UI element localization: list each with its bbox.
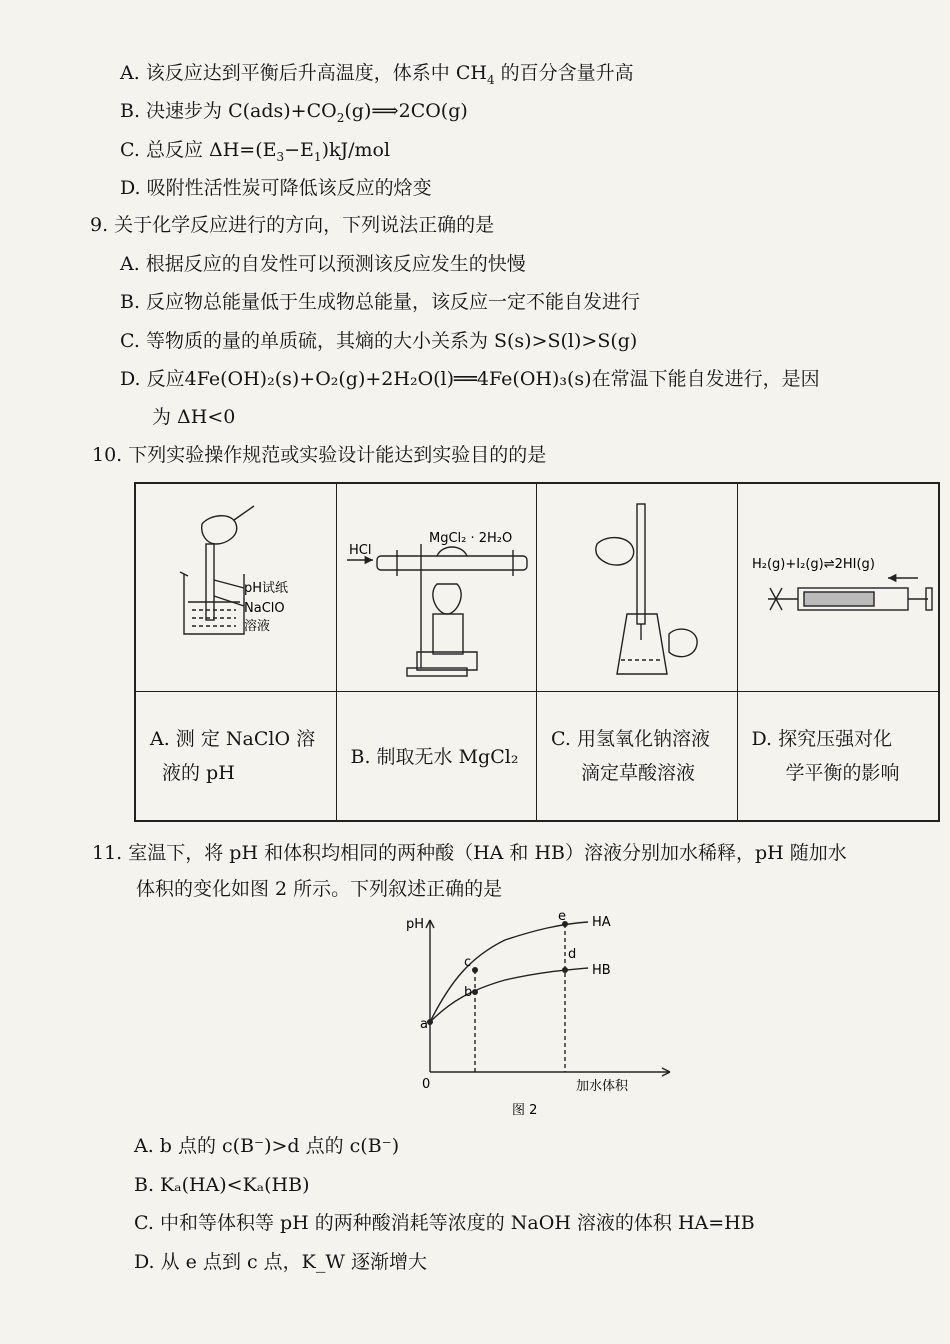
solution-label: 溶液 [244,619,271,634]
titration-illustration [537,484,738,692]
ph-paper-label: pH试纸 [244,581,289,596]
q9-option-d-line1: D. 反应4Fe(OH)₂(s)+O₂(g)+2H₂O(l)══4Fe(OH)₃(s)在常温下能自发进行，是因 [120,368,820,390]
q11-option-c: C. 中和等体积等 pH 的两种酸消耗等浓度的 NaOH 溶液的体积 HA=HB [134,1212,755,1234]
q9-option-b: B. 反应物总能量低于生成物总能量，该反应一定不能自发进行 [120,291,641,313]
syringe-illustration [738,484,938,692]
q9-option-d-line2: 为 ΔH<0 [152,406,236,428]
q8-option-a: A. 该反应达到平衡后升高温度，体系中 $CH_4$ 的百分含量升高 [120,62,634,87]
point-d-label: d [568,947,577,962]
naclo-label: NaClO [244,601,285,616]
point-e-label: e [558,912,566,924]
q10-figure-b [337,484,538,692]
equilibrium-equation: H₂(g)+I₂(g)⇌2HI(g) [751,557,875,572]
point-a-label: a [420,1017,428,1032]
q10-options-table [134,482,940,822]
q11-stem-line2: 体积的变化如图 2 所示。下列叙述正确的是 [136,878,503,900]
q10-option-d-caption: D. 探究压强对化 学平衡的影响 [751,728,900,784]
point-b-label: b [464,985,473,1000]
q8-option-b: B. 决速步为 $C(ads)+CO_2(g)⟹2CO(g)$ [120,100,468,125]
ph-test-apparatus-illustration [136,484,336,692]
q11-option-b: B. Kₐ(HA)<Kₐ(HB) [134,1174,310,1196]
q10-stem: 10. 下列实验操作规范或实验设计能达到实验目的的是 [92,444,547,466]
heating-apparatus-illustration [337,484,538,692]
q10-option-a-caption: A. 测 定 NaClO 溶 液的 pH [136,692,337,820]
y-axis-label: pH [406,917,425,932]
q10-figure-a [136,484,337,692]
origin-label: 0 [422,1077,431,1092]
hcl-label: HCl [348,543,371,558]
q11-stem-line1: 11. 室温下，将 pH 和体积均相同的两种酸（HA 和 HB）溶液分别加水稀释，pH 随加水 [92,842,847,864]
q11-ph-graph [400,912,680,1122]
q11-option-a: A. b 点的 c(B⁻)>d 点的 c(B⁻) [134,1135,400,1157]
figure-caption: 图 2 [512,1103,538,1118]
mgcl2-label: MgCl₂ · 2H₂O [428,531,512,546]
q10-option-c-caption: C. 用氢氧化钠溶液 滴定草酸溶液 [537,692,738,820]
q10-figure-c [537,484,738,692]
point-d [562,967,568,973]
point-b [472,989,478,995]
q9-option-c: C. 等物质的量的单质硫，其熵的大小关系为 S(s)>S(l)>S(g) [120,330,638,352]
q11-option-d: D. 从 e 点到 c 点，K_W 逐渐增大 [134,1251,427,1273]
q10-option-b-caption: B. 制取无水 MgCl₂ [337,692,538,820]
curve-ha-label: HA [592,915,611,930]
q10-figure-d [738,484,939,692]
q8-option-c: C. 总反应 $\Delta H=(E_3-E_1)kJ$/mol [120,139,391,164]
curve-hb-label: HB [592,963,611,978]
q9-stem: 9. 关于化学反应进行的方向，下列说法正确的是 [90,214,495,236]
q9-option-a: A. 根据反应的自发性可以预测该反应发生的快慢 [120,253,526,275]
point-c-label: c [464,955,472,970]
x-axis-label: 加水体积 [576,1079,629,1094]
point-c [472,967,478,973]
q8-option-d: D. 吸附性活性炭可降低该反应的焓变 [120,177,432,199]
curve-hb [430,968,588,1022]
